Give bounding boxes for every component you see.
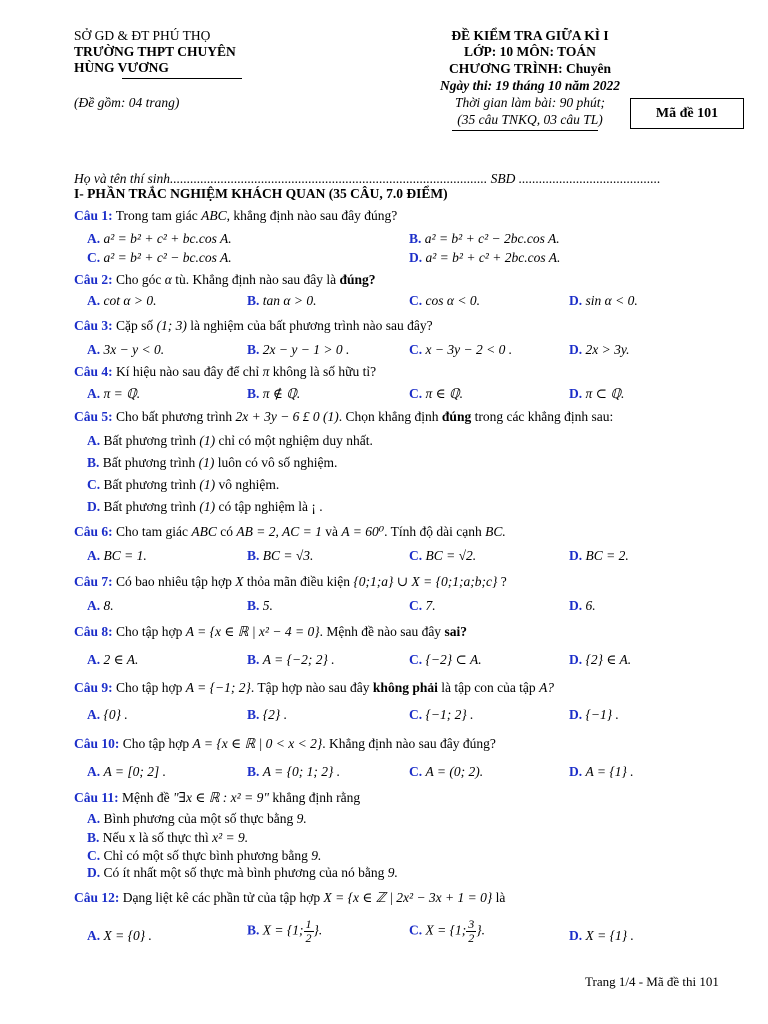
option-5b [87,455,337,471]
option-label: C. [409,652,423,667]
math: A = {−1; 2} [185,680,251,695]
option-7c [409,598,436,614]
fraction-numerator: 1 [305,917,312,931]
math: a² = b² + c² − bc.cos A. [103,250,232,265]
math: A = {x ∈ ℝ | x² − 4 = 0} [185,624,320,639]
question-8 [74,624,467,640]
option-label: B. [247,652,260,667]
question-label: Câu 7: [74,574,113,589]
option-5c [87,477,279,493]
question-text: Có bao nhiêu tập hợp [116,574,232,589]
exam-structure: (35 câu TNKQ, 03 câu TL) [457,112,603,127]
option-label: B. [409,231,422,246]
option-6c [409,548,476,564]
math: (1) [199,499,216,514]
question-text: Cho bất phương trình [116,409,233,424]
option-label: C. [87,250,101,265]
option-1b [409,231,560,247]
option-2a [87,293,156,309]
math: cot α > 0. [103,293,157,308]
option-5d [87,499,323,515]
question-text: Trong tam giác [115,208,198,223]
question-9 [74,680,554,696]
question-5 [74,409,613,425]
option-10c [409,764,483,780]
option-3b [247,342,349,358]
question-text: . Khẳng định nào sau đây đúng? [322,736,496,751]
option-8b [247,652,335,668]
math: A = {0; 1; 2} . [262,764,341,779]
question-label: Câu 9: [74,680,113,695]
option-12c [409,918,485,945]
option-text: Nếu x là số thực thì [102,830,209,845]
question-emphasis: không phải [372,680,438,695]
math: {0} . [103,707,128,722]
math: 2 ∈ A. [103,652,139,667]
option-label: A. [87,548,101,563]
question-11 [74,790,360,806]
math: X = {x ∈ ℤ | 2x² − 3x + 1 = 0} [323,890,493,905]
math: cos α < 0. [425,293,480,308]
math: X = {1; [262,922,304,938]
fraction [304,918,314,945]
math: AB = 2, AC = 1 [236,524,322,539]
option-label: A. [87,811,101,826]
option-8d [569,652,631,668]
option-label: D. [569,764,583,779]
question-text: Cho tam giác [116,524,188,539]
question-4 [74,364,376,380]
math: X = {1; [425,922,467,938]
option-label: D. [569,386,583,401]
student-info-line: Họ và tên thí sinh.............................................................................................. SBD .......................................... [74,171,661,186]
math: 3x − y < 0. [103,342,165,357]
question-text: Kí hiệu nào sau đây để chỉ [116,364,260,379]
math: (1) [199,433,216,448]
option-6d [569,548,629,564]
option-text: Có ít nhất một số thực mà bình phương của nó bằng [103,865,385,880]
math: X [235,574,244,589]
fraction [466,918,476,945]
pages-note: (Đề gồm: 04 trang) [74,95,180,110]
option-text: Bất phương trình [103,477,196,492]
math: π ∉ ℚ. [262,386,301,401]
question-label: Câu 8: [74,624,113,639]
option-2c [409,293,480,309]
option-label: C. [409,598,423,613]
question-label: Câu 12: [74,890,120,905]
math: A = {1} . [585,764,634,779]
option-12a [87,928,152,944]
option-1c [87,250,232,266]
math: 9. [311,848,322,863]
option-5a [87,433,373,449]
option-label: A. [87,928,101,943]
question-label: Câu 2: [74,272,113,287]
school-underline [122,78,242,79]
math: A = [0; 2] . [103,764,166,779]
exam-program: CHƯƠNG TRÌNH: Chuyên [448,61,612,76]
math: π = ℚ. [103,386,141,401]
option-label: B. [247,386,260,401]
option-8c [409,652,482,668]
math: π ⊂ ℚ. [585,386,625,401]
math: sin α < 0. [585,293,638,308]
option-text: Bất phương trình [103,433,196,448]
question-text: là tập con của tập [441,680,536,695]
option-label: D. [569,707,583,722]
math: A = {−2; 2} . [262,652,335,667]
option-label: C. [409,707,423,722]
math: ABC [191,524,217,539]
question-text: và [325,524,338,539]
question-emphasis: đúng [441,409,472,424]
exam-code: Mã đề 101 [655,106,719,121]
option-label: D. [87,499,101,514]
question-text: . Chọn khẳng định [338,409,439,424]
fraction-denominator: 2 [305,931,312,945]
question-text: trong các khẳng định sau: [474,409,614,424]
dept-name: SỞ GD & ĐT PHÚ THỌ [74,28,211,43]
option-6a [87,548,147,564]
option-9b [247,707,287,723]
option-11b [87,830,248,846]
option-label: B. [247,764,260,779]
option-2b [247,293,316,309]
section-title: I- PHẦN TRẮC NGHIỆM KHÁCH QUAN (35 CÂU, 7.0 ĐIỂM) [74,186,448,201]
option-3c [409,342,512,358]
math: 2x − y − 1 > 0 . [262,342,350,357]
option-label: A. [87,707,101,722]
question-text: có [220,524,233,539]
option-4b [247,386,300,402]
question-text: là nghiệm của bất phương trình nào sau đây? [190,318,433,333]
question-text: . Tập hợp nào sau đây [250,680,370,695]
math: a² = b² + c² + 2bc.cos A. [425,250,561,265]
option-text: có tập nghiệm là ¡ . [218,499,323,514]
math: (1) [198,455,215,470]
option-label: C. [409,342,423,357]
option-2d [569,293,638,309]
math: tan α > 0. [262,293,317,308]
option-label: B. [247,293,260,308]
math: }. [476,922,486,938]
question-text: khẳng định rằng [272,790,361,805]
question-text: . Tính độ dài cạnh [384,524,482,539]
option-7b [247,598,273,614]
question-label: Câu 3: [74,318,113,333]
page-footer: Trang 1/4 - Mã đề thi 101 [585,974,719,989]
question-6 [74,524,506,540]
math: 9. [296,811,307,826]
option-label: A. [87,433,101,448]
question-text: thỏa mãn điều kiện [246,574,350,589]
option-label: B. [247,548,260,563]
math: {−1} . [585,707,619,722]
option-text: luôn có vô số nghiệm. [217,455,338,470]
option-label: B. [87,455,100,470]
math: BC = √2. [425,548,477,563]
option-label: C. [409,293,423,308]
option-label: A. [87,293,101,308]
option-10b [247,764,340,780]
math: 7. [425,598,436,613]
option-1d [409,250,560,266]
option-12d [569,928,634,944]
math: 8. [103,598,114,613]
question-12 [74,890,505,906]
math: x − 3y − 2 < 0 . [425,342,513,357]
option-label: C. [87,477,101,492]
structure-underline [452,130,598,131]
option-4a [87,386,140,402]
math: a² = b² + c² + bc.cos A. [103,231,232,246]
school-name-line2: HÙNG VƯƠNG [74,60,169,75]
option-label: B. [87,830,100,845]
question-label: Câu 4: [74,364,113,379]
option-7d [569,598,596,614]
option-11d [87,865,398,881]
exam-title: ĐỀ KIỂM TRA GIỮA KÌ I [451,28,609,43]
math: "∃x ∈ ℝ : x² = 9" [173,790,269,805]
option-label: C. [409,548,423,563]
math: A = {x ∈ ℝ | 0 < x < 2} [192,736,323,751]
question-emphasis: đúng? [339,272,376,287]
math: x² = 9. [212,830,249,845]
math: {−2} ⊂ A. [425,652,482,667]
question-text: Cho tập hợp [122,736,190,751]
math: BC = 2. [585,548,629,563]
math: {0;1;a} ∪ X = {0;1;a;b;c} [353,574,498,589]
question-text: Cho tập hợp [116,624,183,639]
question-text: là [495,890,506,905]
math: ABC [201,208,227,223]
option-text: Chỉ có một số thực bình phương bằng [103,848,308,863]
option-4c [409,386,463,402]
option-label: D. [87,865,101,880]
question-1 [74,208,397,224]
exam-time: Thời gian làm bài: 90 phút; [454,95,606,110]
option-1a [87,231,232,247]
option-label: D. [569,652,583,667]
option-11a [87,811,307,827]
option-text: Bình phương của một số thực bằng [103,811,294,826]
exam-class-subject: LỚP: 10 MÔN: TOÁN [464,44,596,59]
math: X = {0} . [103,928,152,943]
math: BC = √3. [262,548,314,563]
option-9c [409,707,474,723]
question-text: . Mệnh đề nào sau đây [319,624,442,639]
option-label: A. [87,764,101,779]
exam-code-box [630,98,744,129]
math: {−1; 2} . [425,707,474,722]
option-3a [87,342,164,358]
question-text: Dạng liệt kê các phần tử của tập hợp [122,890,321,905]
math: 5. [262,598,273,613]
question-text: không là số hữu tỉ? [272,364,377,379]
math: A? [539,680,555,695]
math: 2x > 3y. [585,342,630,357]
question-label: Câu 1: [74,208,113,223]
option-label: D. [569,342,583,357]
question-text: tù. Khẳng định nào sau đây là [175,272,337,287]
option-label: B. [247,922,260,938]
math: A = (0; 2). [425,764,484,779]
math: BC = 1. [103,548,147,563]
option-label: D. [569,928,583,943]
question-text: , khẳng định nào sau đây đúng? [226,208,398,223]
math: π ∈ ℚ. [425,386,464,401]
option-label: C. [409,922,423,938]
school-name-line1: TRƯỜNG THPT CHUYÊN [74,44,236,59]
option-label: A. [87,342,101,357]
question-10 [74,736,496,752]
option-7a [87,598,114,614]
math: a² = b² + c² − 2bc.cos A. [424,231,560,246]
option-11c [87,848,321,864]
option-8a [87,652,138,668]
fraction-numerator: 3 [468,917,475,931]
question-emphasis: sai? [444,624,467,639]
option-label: A. [87,231,101,246]
option-label: C. [87,848,101,863]
math: α [164,272,172,287]
option-label: A. [87,652,101,667]
question-text: Cho tập hợp [116,680,183,695]
option-10a [87,764,166,780]
option-12b [247,918,322,945]
math: {2} ∈ A. [585,652,632,667]
question-text: Cho góc [116,272,162,287]
math: 6. [585,598,596,613]
option-4d [569,386,624,402]
math: {2} . [262,707,288,722]
option-6b [247,548,313,564]
math: 2x + 3y − 6 £ 0 (1) [235,409,339,424]
option-label: D. [569,548,583,563]
math: }. [313,922,323,938]
math: (1; 3) [156,318,187,333]
option-label: C. [409,386,423,401]
option-label: B. [247,707,260,722]
math: π [262,364,270,379]
option-9a [87,707,128,723]
question-2 [74,272,375,288]
question-7 [74,574,507,590]
question-label: Câu 6: [74,524,113,539]
option-9d [569,707,619,723]
option-label: B. [247,598,260,613]
option-label: C. [409,764,423,779]
fraction-denominator: 2 [468,931,475,945]
math: 9. [387,865,398,880]
option-label: A. [87,598,101,613]
option-text: vô nghiệm. [218,477,280,492]
option-label: D. [409,250,423,265]
option-label: B. [247,342,260,357]
math: BC. [485,524,506,539]
option-label: D. [569,293,583,308]
option-label: D. [569,598,583,613]
option-text: Bất phương trình [102,455,196,470]
exam-date: Ngày thi: 19 tháng 10 năm 2022 [439,78,621,93]
question-label: Câu 11: [74,790,119,805]
question-label: Câu 5: [74,409,113,424]
math: X = {1} . [585,928,634,943]
option-text: Bất phương trình [103,499,196,514]
option-text: chỉ có một nghiệm duy nhất. [218,433,373,448]
question-text: Cặp số [116,318,154,333]
math: (1) [199,477,216,492]
question-text: Mệnh đề [122,790,170,805]
option-3d [569,342,629,358]
math: A = 60⁰ [341,524,385,539]
question-label: Câu 10: [74,736,120,751]
question-3 [74,318,433,334]
question-text: ? [500,574,507,589]
option-10d [569,764,634,780]
option-label: A. [87,386,101,401]
